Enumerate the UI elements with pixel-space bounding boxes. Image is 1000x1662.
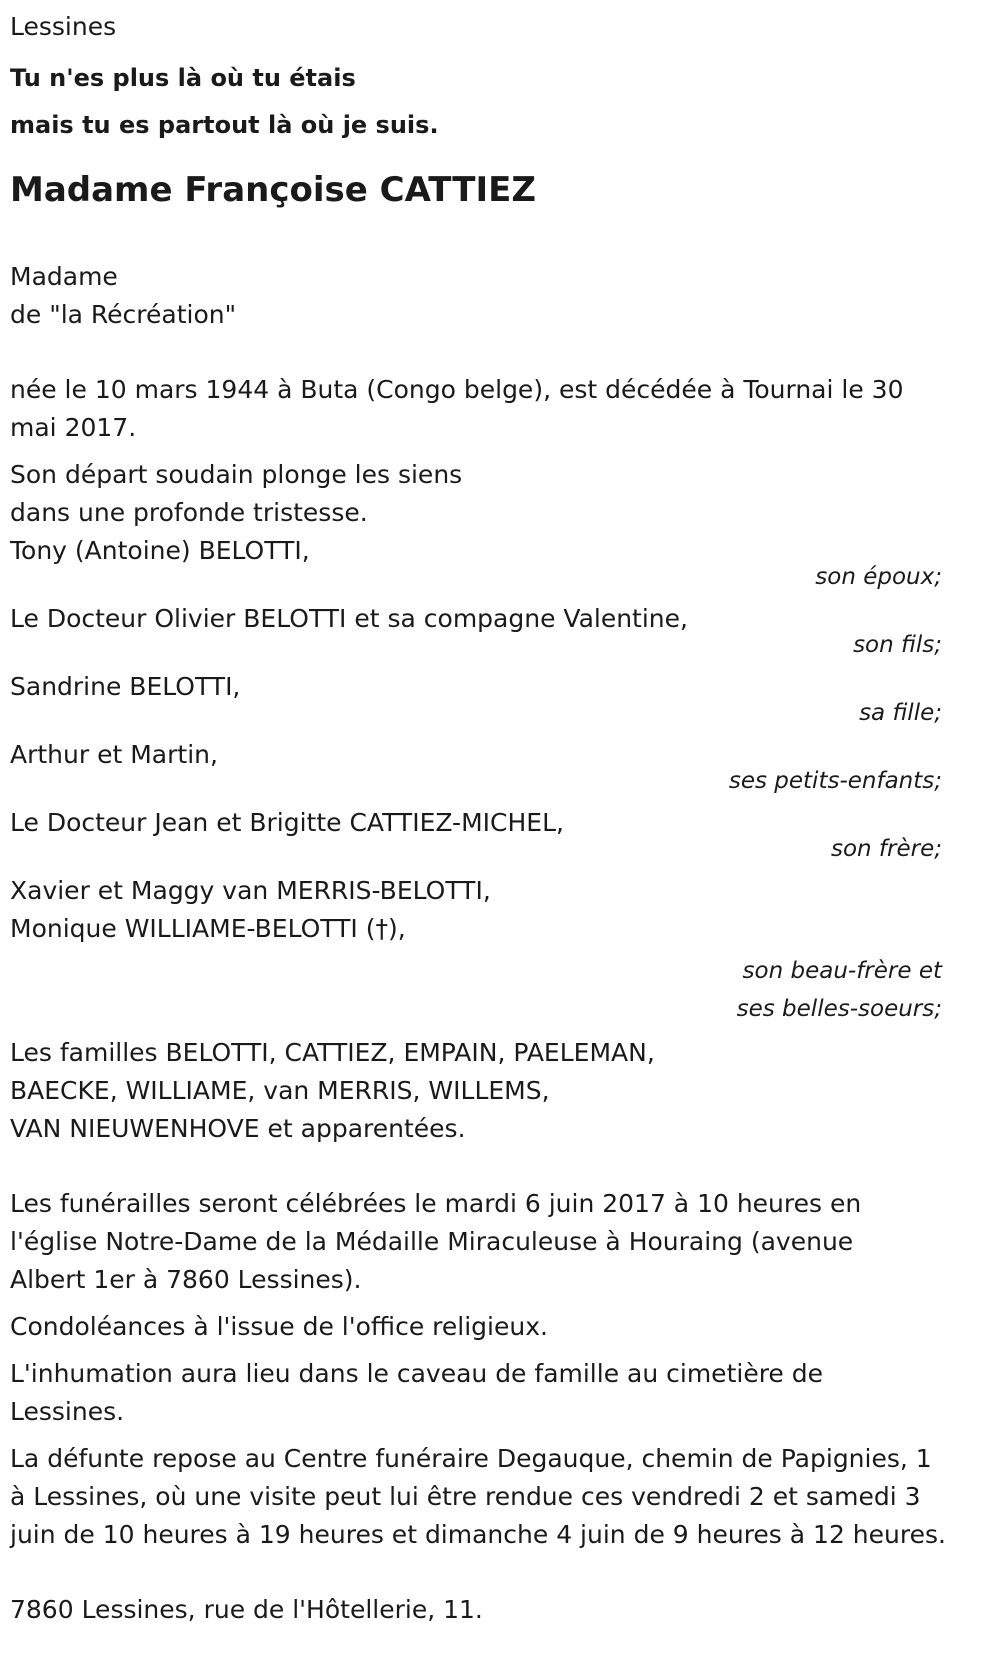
visitation-line-3: juin de 10 heures à 19 heures et dimanche 4 juin de 9 heures à 12 heures. (10, 1520, 946, 1549)
visitation-line-2: à Lessines, où une visite peut lui être rendue ces vendredi 2 et samedi 3 (10, 1482, 921, 1511)
family-role: son beau-frère et (742, 958, 942, 984)
family-name: Le Docteur Jean et Brigitte CATTIEZ-MICHEL, (10, 808, 564, 837)
family-role: sa fille; (859, 700, 942, 726)
birth-death-line-1: née le 10 mars 1944 à Buta (Congo belge), est décédée à Tournai le 30 (10, 375, 904, 404)
birth-death-line-2: mai 2017. (10, 413, 137, 442)
family-entry (10, 736, 990, 796)
funeral-details-line-1: Les funérailles seront célébrées le mardi 6 juin 2017 à 10 heures en (10, 1189, 862, 1218)
family-entry (10, 600, 990, 660)
visitation-line-1: La défunte repose au Centre funéraire Degauque, chemin de Papignies, 1 (10, 1444, 932, 1473)
families-line-2: BAECKE, WILLIAME, van MERRIS, WILLEMS, (10, 1076, 550, 1105)
family-name: Arthur et Martin, (10, 740, 218, 769)
announcement-line-2: dans une profonde tristesse. (10, 498, 368, 527)
family-role: son époux; (815, 564, 942, 590)
verse-line-1: Tu n'es plus là où tu étais (10, 64, 356, 92)
family-name: Tony (Antoine) BELOTTI, (10, 536, 310, 565)
family-entry (10, 872, 990, 1028)
funeral-details-line-2: l'église Notre-Dame de la Médaille Miraculeuse à Houraing (avenue (10, 1227, 854, 1256)
deceased-name: Madame Françoise CATTIEZ (10, 170, 536, 210)
family-role: son fils; (853, 632, 942, 658)
family-name: Monique WILLIAME-BELOTTI (†), (10, 914, 406, 943)
family-name: Sandrine BELOTTI, (10, 672, 241, 701)
condolences-line: Condoléances à l'issue de l'office religieux. (10, 1312, 548, 1341)
city-label: Lessines (10, 12, 117, 41)
funeral-details-line-3: Albert 1er à 7860 Lessines). (10, 1265, 362, 1294)
family-role: ses petits-enfants; (728, 768, 942, 794)
family-name: Le Docteur Olivier BELOTTI et sa compagne Valentine, (10, 604, 688, 633)
family-entry (10, 532, 990, 592)
announcement-line-1: Son départ soudain plonge les siens (10, 460, 463, 489)
family-list (10, 532, 990, 1028)
family-entry (10, 804, 990, 864)
burial-line-2: Lessines. (10, 1397, 125, 1426)
families-line-1: Les familles BELOTTI, CATTIEZ, EMPAIN, PAELEMAN, (10, 1038, 655, 1067)
families-line-3: VAN NIEUWENHOVE et apparentées. (10, 1114, 466, 1143)
nickname-line-2: de "la Récréation" (10, 300, 237, 329)
family-entry (10, 668, 990, 728)
burial-line-1: L'inhumation aura lieu dans le caveau de famille au cimetière de (10, 1359, 824, 1388)
family-role: ses belles-soeurs; (736, 996, 942, 1022)
nickname-line-1: Madame (10, 262, 118, 291)
family-name: Xavier et Maggy van MERRIS-BELOTTI, (10, 876, 491, 905)
verse-line-2: mais tu es partout là où je suis. (10, 111, 439, 139)
family-role: son frère; (830, 836, 942, 862)
address-line: 7860 Lessines, rue de l'Hôtellerie, 11. (10, 1595, 483, 1624)
